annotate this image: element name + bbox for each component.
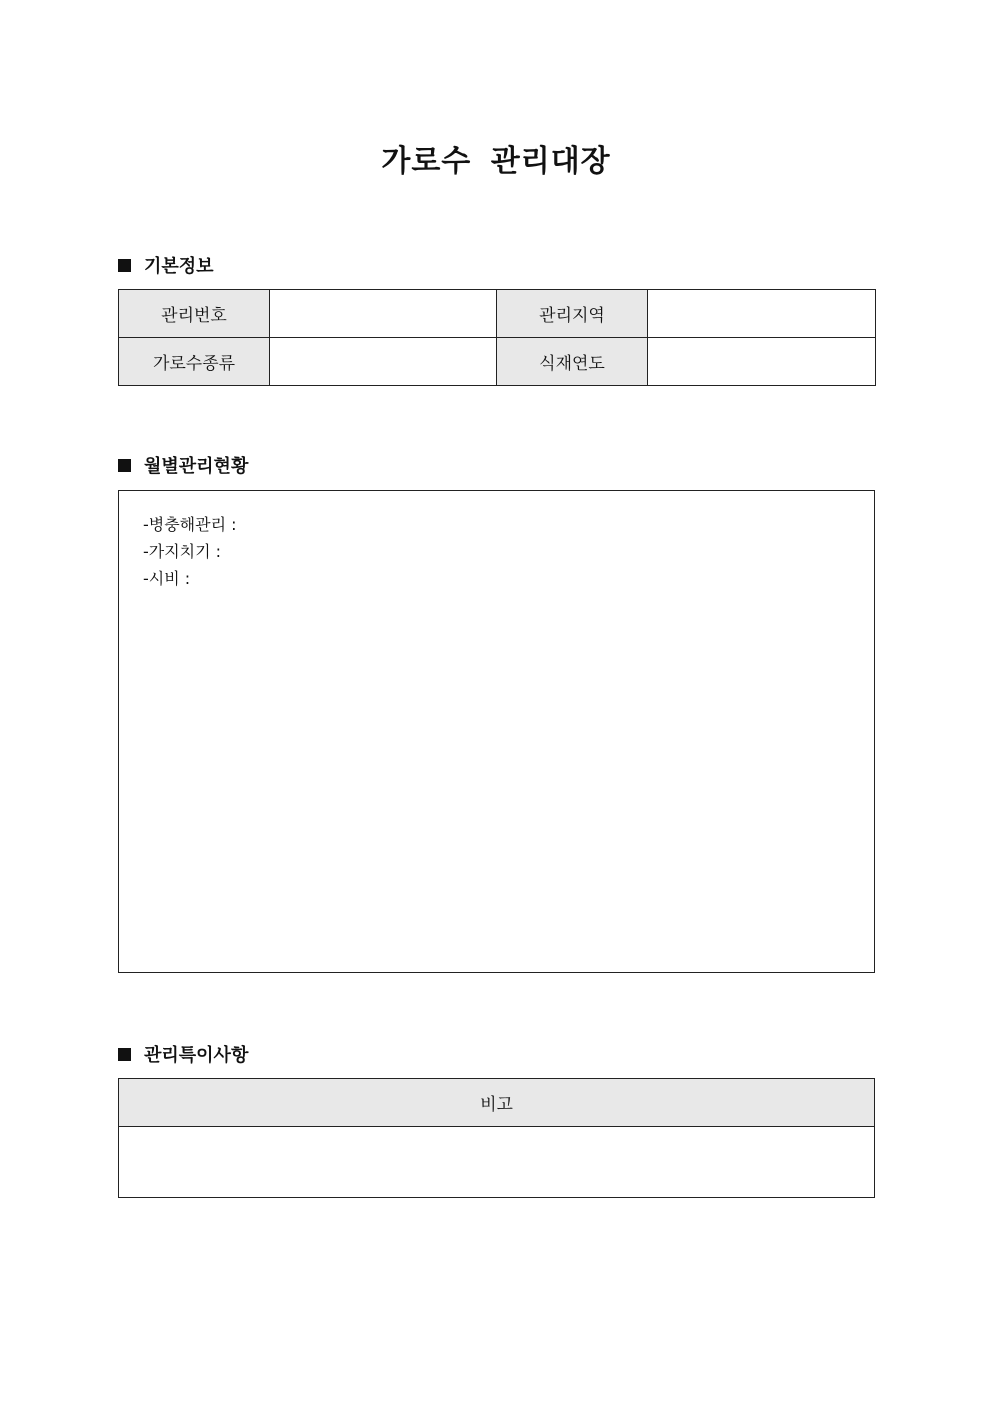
management-area-field[interactable] [648,290,876,338]
planting-year-label: 식재연도 [497,338,648,386]
basic-info-table [118,289,876,386]
section-heading-label: 기본정보 [144,256,214,277]
table-row [119,1079,875,1127]
monthly-status-box[interactable] [118,490,875,973]
black-square-icon [118,259,131,272]
management-area-label: 관리지역 [497,290,648,338]
fertilization-line: -시비 : [143,569,191,588]
pest-control-line: -병충해관리 : [143,515,237,534]
section-heading-monthly [118,454,248,476]
section-heading-label: 관리특이사항 [144,1045,249,1066]
planting-year-field[interactable] [648,338,876,386]
section-heading-label: 월별관리현황 [144,456,249,477]
section-heading-basic-info [118,254,214,276]
remarks-field[interactable] [119,1127,875,1198]
tree-type-field[interactable] [270,338,497,386]
table-row [119,290,876,338]
black-square-icon [118,459,131,472]
pruning-line: -가지치기 : [143,542,222,561]
document-title: 가로수 관리대장 [381,144,611,179]
section-heading-notes [118,1043,248,1065]
notes-table [118,1078,875,1198]
management-number-label: 관리번호 [119,290,270,338]
black-square-icon [118,1048,131,1061]
table-row [119,338,876,386]
table-row [119,1127,875,1198]
management-number-field[interactable] [270,290,497,338]
tree-type-label: 가로수종류 [119,338,270,386]
remarks-header: 비고 [119,1079,875,1127]
